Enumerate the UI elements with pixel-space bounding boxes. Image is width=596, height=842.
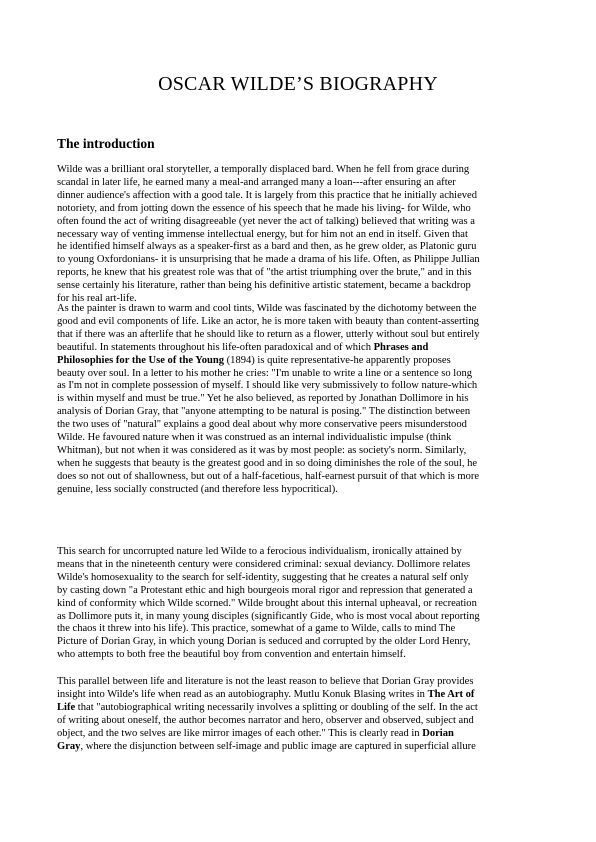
text-line <box>57 254 543 267</box>
text-run: dinner audience's affection with a good tale. It is largely from this practice that he initially achieved <box>57 189 478 201</box>
text-run: reports, he knew that his greatest role was that of "the artist triumphing over the brute," and in this <box>57 267 472 279</box>
text-run: Wilde's homosexuality to the search for self-identity, suggesting that he creates a natural self only <box>57 571 469 583</box>
text-line <box>57 203 543 216</box>
text-run: that if there was an afterlife that he should like to return as a flower, utterly without soul but entirely <box>57 328 480 340</box>
text-run: is within myself and must be true." Yet he also believed, as reported by Jonathan Dollimore in his <box>57 393 469 405</box>
bold-title-text: Gray <box>57 740 81 752</box>
text-run: as Dollimore puts it, in many young disciples (significantly Gide, who is most vocal about reporting <box>57 610 480 622</box>
text-run: analysis of Dorian Gray, that "anyone attempting to be natural is posing." The distinction between <box>57 406 471 418</box>
text-line <box>57 471 543 484</box>
text-run: Picture of Dorian Gray, in which young Dorian is seduced and corrupted by the older Lord Henry, <box>57 636 471 648</box>
bold-title-text: Phrases and <box>373 341 429 353</box>
text-line <box>57 636 543 649</box>
text-run: by casting down "a Protestant ethic and high bourgeois moral rigor and repression that generated a <box>57 584 473 596</box>
text-run: for his real art-life. <box>57 293 137 305</box>
text-line <box>57 229 543 242</box>
text-run: This search for uncorrupted nature led Wilde to a ferocious individualism, ironically attained by <box>57 546 462 557</box>
text-line <box>57 280 543 293</box>
text-line <box>57 649 543 662</box>
text-run: object, and the two selves are like mirror images of each other." This is clearly read in <box>57 727 423 739</box>
paragraph-1 <box>57 164 543 306</box>
text-run: to young Oxfordonians- it is unsurprising that he made a drama of his life. Often, as Philippe Jullian <box>57 254 480 266</box>
text-run: that "autobiographical writing necessarily involves a splitting or doubling of the self. In the act <box>75 701 478 713</box>
text-line <box>57 484 543 497</box>
text-run: as I'm not in complete possession of myself. I should like very submissively to follow nature-which <box>57 380 478 392</box>
text-line <box>57 267 543 280</box>
text-line <box>57 611 543 624</box>
text-run: the two uses of "natural" explains a good deal about why more conservative peers misunderstood <box>57 419 467 431</box>
text-line <box>57 728 543 741</box>
text-line <box>57 164 543 177</box>
text-line <box>57 316 543 329</box>
text-line <box>57 190 543 203</box>
text-line <box>57 445 543 458</box>
text-run: he identified himself always as a speaker-first as a bard and then, as he grew older, as Platonic guru <box>57 241 477 253</box>
text-line <box>57 342 543 355</box>
paragraph-2 <box>57 303 543 497</box>
text-line <box>57 689 543 702</box>
text-line <box>57 585 543 598</box>
text-run: genuine, less socially constructed (and therefore less hypocritical). <box>57 483 338 495</box>
section-heading: The introduction <box>57 136 155 151</box>
document-title: OSCAR WILDE’S BIOGRAPHY <box>158 73 438 95</box>
text-line <box>57 177 543 190</box>
text-run: good and evil components of life. Like an actor, he is more taken with beauty than content-asserting <box>57 315 479 327</box>
text-run: Wilde. He favoured nature when it was construed as an internal individualistic impulse (think <box>57 432 452 444</box>
text-run: insight into Wilde's life when read as an autobiography. Mutlu Konuk Blasing writes in <box>57 688 428 700</box>
text-run: notoriety, and from jotting down the essence of his speech that he made his living- for Wilde, who <box>57 202 471 214</box>
text-run: of writing about oneself, the author becomes narrator and hero, observer and observed, subject and <box>57 714 474 726</box>
text-run: beautiful. In statements throughout his life-often paradoxical and of which <box>57 341 374 353</box>
text-run: (1894) is quite representative-he apparently proposes <box>224 354 451 366</box>
text-line <box>57 329 543 342</box>
text-line <box>57 559 543 572</box>
text-run: Whitman), but not when it was considered as it was by most people: as society's norm. Similarly, <box>57 444 467 456</box>
text-run: who attempts to both free the beautiful boy from convention and entertain himself. <box>57 649 406 661</box>
text-run: As the painter is drawn to warm and cool tints, Wilde was fascinated by the dichotomy between the <box>57 303 477 314</box>
text-line <box>57 406 543 419</box>
text-line <box>57 419 543 432</box>
text-run: sense certainly his literature, rather than being his definitive artistic statement, became a backdrop <box>57 280 471 292</box>
text-line <box>57 702 543 715</box>
text-line <box>57 715 543 728</box>
text-line <box>57 676 543 689</box>
text-run: This parallel between life and literature is not the least reason to believe that Dorian Gray provides <box>57 676 474 687</box>
text-line <box>57 393 543 406</box>
text-run: means that in the nineteenth century were considered criminal: sexual deviancy. Dollimore relates <box>57 558 471 570</box>
text-line <box>57 241 543 254</box>
text-run: necessary way of venting immense intellectual energy, but for him not an end in itself. Given that <box>57 228 468 240</box>
text-run: the chaos it threw into his life). This practice, somewhat of a game to Wilde, calls to mind The <box>57 623 456 635</box>
text-run: kind of conformity which Wilde scorned." Wilde brought about this internal upheaval, or recreation <box>57 597 477 609</box>
text-run: when he suggests that beauty is the greatest good and in so doing diminishes the role of the soul, he <box>57 457 478 469</box>
text-line <box>57 380 543 393</box>
text-run: , where the disjunction between self-image and public image are captured in superficial allure <box>80 740 476 752</box>
text-line <box>57 303 543 316</box>
bold-title-text: The Art of <box>427 688 475 700</box>
text-line <box>57 432 543 445</box>
paragraph-4 <box>57 676 543 753</box>
text-line <box>57 368 543 381</box>
bold-title-text: Philosophies for the Use of the Young <box>57 354 225 366</box>
text-run: Wilde was a brilliant oral storyteller, a temporally displaced bard. When he fell from grace during <box>57 164 470 175</box>
text-line <box>57 741 543 754</box>
text-run: beauty over soul. In a letter to his mother he cries: "I'm unable to write a line or a sentence so long <box>57 367 473 379</box>
text-run: often found the act of writing disagreeable (yet never the act of talking) believed that writing was a <box>57 215 475 227</box>
text-line <box>57 546 543 559</box>
bold-title-text: Dorian <box>422 727 454 739</box>
text-line <box>57 458 543 471</box>
text-line <box>57 598 543 611</box>
text-line <box>57 572 543 585</box>
text-line <box>57 623 543 636</box>
text-line <box>57 355 543 368</box>
text-line <box>57 216 543 229</box>
paragraph-3 <box>57 546 543 662</box>
text-run: scandal in later life, he earned many a meal-and arranged many a loan---after ensuring an after <box>57 176 456 188</box>
bold-title-text: Life <box>57 701 76 713</box>
text-run: does so not out of shallowness, but out of a half-facetious, half-earnest pursuit of that which is more <box>57 470 480 482</box>
